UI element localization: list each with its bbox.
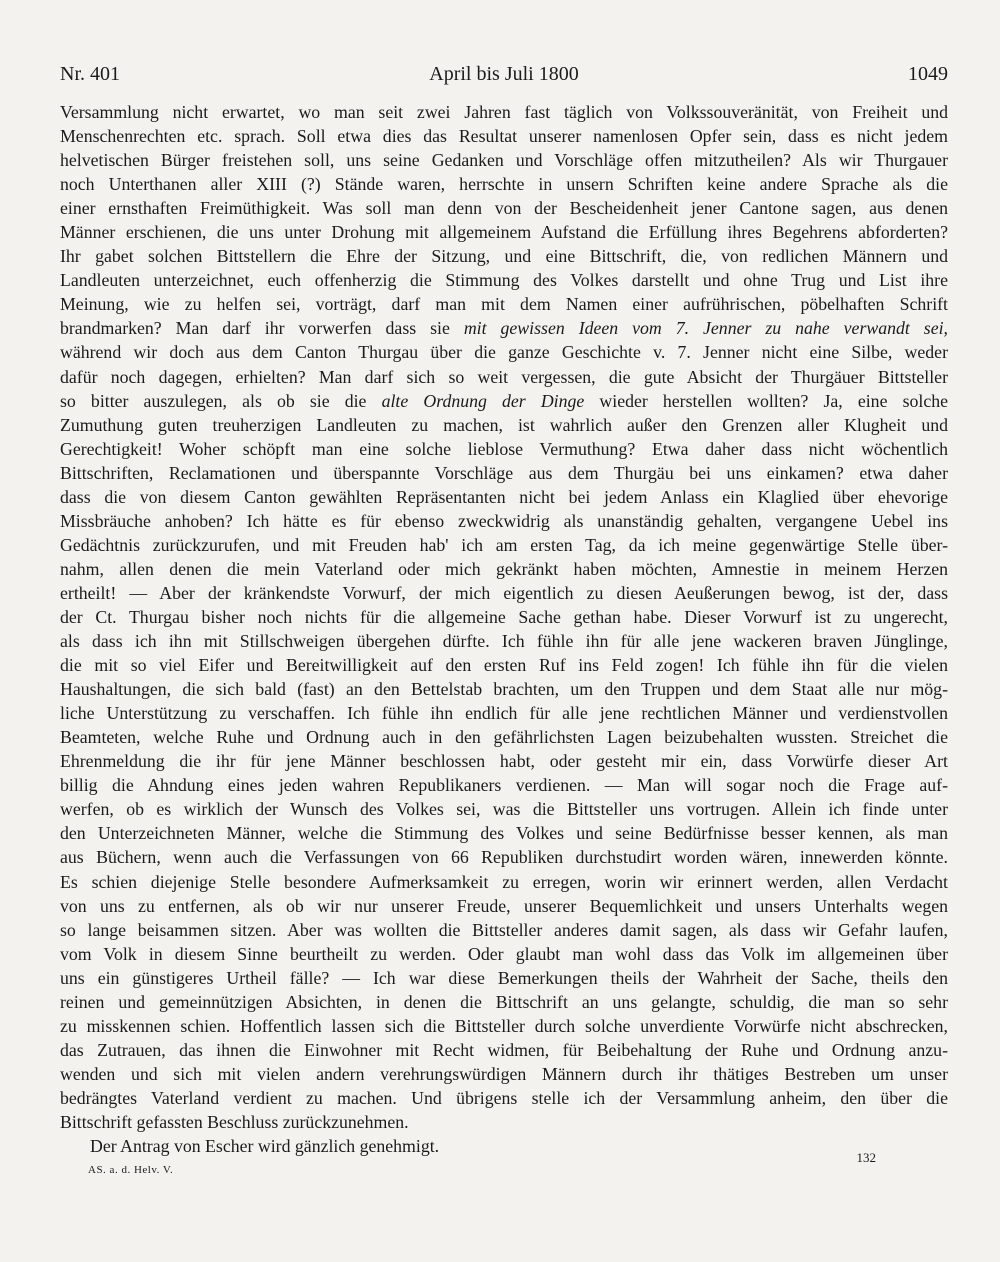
text-line: wenden und sich mit vielen andern verehrungswürdigen Männern durch ihr thätiges Bestreben um unser <box>60 1063 948 1084</box>
text-line: so lange beisammen sitzen. Aber was wollten die Bittsteller anderes damit sagen, als dass wir Gefahr laufen, <box>60 919 948 940</box>
text-line: uns ein günstigeres Urtheil fälle? — Ich war diese Bemerkungen theils der Wahrheit der Sache, theils den <box>60 967 948 988</box>
text-line: Männer erschienen, die uns unter Drohung mit allgemeinem Aufstand die Erfüllung ihres Begehrens abforderten? <box>60 222 948 243</box>
source-note: AS. a. d. Helv. V. <box>88 1164 174 1176</box>
text-line: dass die von diesem Canton gewählten Repräsentanten nicht bei jedem Anlass ein Klaglied über ehevorige <box>60 486 948 507</box>
text-line: vom Volk in diesem Sinne beurtheilt zu werden. Oder glaubt man wohl dass das Volk im allgemeinen über <box>60 943 948 964</box>
text-line <box>60 316 948 340</box>
text-span: so bitter auszulegen, als ob sie die <box>60 390 382 411</box>
text-line: die mit so viel Eifer und Bereitwilligkeit auf den ersten Ruf ins Feld zogen! Ich fühle ihn für die vielen <box>60 655 948 676</box>
closing-line: Der Antrag von Escher wird gänzlich genehmigt. <box>90 1136 440 1157</box>
page-header <box>60 60 948 88</box>
text-line: werfen, ob es wirklich der Wunsch des Volkes sei, was die Bittsteller uns vortrugen. Allein ich finde unter <box>60 799 948 820</box>
text-line: liche Unterstützung zu verschaffen. Ich fühle ihn endlich für alle jene rechtlichen Männer und verdienstvollen <box>60 703 948 724</box>
document-number: Nr. 401 <box>60 63 120 85</box>
text-line: Gerechtigkeit! Woher schöpft man eine solche lieblose Vermuthung? Etwa daher dass nicht wöchentlich <box>60 438 948 459</box>
italic-text: alte Ordnung der Dinge <box>381 390 585 411</box>
text-line: der Ct. Thurgau bisher noch nichts für die allgemeine Sache gethan habe. Dieser Vorwurf ist zu ungerecht, <box>60 606 948 627</box>
text-line: von uns zu entfernen, als ob wir nur unserer Freude, unserer Bequemlichkeit und unsers Unterhalts wegen <box>60 895 948 916</box>
page-number: 1049 <box>908 63 948 85</box>
text-line: Beamteten, welche Ruhe und Ordnung auch in den gefährlichsten Lagen beizubehalten wussten. Streichet die <box>60 727 948 748</box>
running-title: April bis Juli 1800 <box>429 63 579 85</box>
text-line: Haushaltungen, die sich bald (fast) an den Bettelstab brachten, um den Truppen und dem Staat alle nur mög- <box>60 679 948 700</box>
text-line: Gedächtnis zurückzurufen, und mit Freuden hab' ich am ersten Tag, da ich meine gegenwärtige Stelle über- <box>60 534 948 555</box>
text-line: den Unterzeichneten Männer, welche die Stimmung des Volkes und seine Bedürfnisse besser kennen, als man <box>60 823 948 844</box>
text-line: aus Büchern, wenn auch die Verfassungen von 66 Republiken durchstudirt worden wären, innewerden könnte. <box>60 847 948 868</box>
text-line: Meinung, wie zu helfen sei, vorträgt, darf man mit dem Namen einer aufrührischen, pöbelhaften Schrift <box>60 294 948 315</box>
text-line: Es schien diejenige Stelle besondere Aufmerksamkeit zu erregen, worin wir erinnert werden, allen Verdacht <box>60 871 948 892</box>
italic-text: mit gewissen Ideen vom 7. Jenner zu nahe verwandt sei, <box>463 318 948 339</box>
text-line: nahm, allen denen die mein Vaterland oder mich gekränkt haben möchten, Amnestie in meinem Herzen <box>60 558 948 579</box>
text-line: Versammlung nicht erwartet, wo man seit zwei Jahren fast täglich von Volkssouveränität, von Freiheit und <box>60 102 948 122</box>
text-line: helvetischen Bürger freistehen soll, uns seine Gedanken und Vorschläge offen mitzutheilen? Als wir Thurgauer <box>60 150 948 171</box>
sheet-number: 132 <box>856 1150 876 1165</box>
text-line: Menschenrechten etc. sprach. Soll etwa dies das Resultat unserer namenlosen Opfer sein, dass es nicht jedem <box>60 126 948 147</box>
text-line: zu misskennen schien. Hoffentlich lassen sich die Bittsteller durch solche unverdiente Vorwürfe nicht abschrecken, <box>60 1015 948 1036</box>
text-line: als dass ich ihn mit Stillschweigen übergehen dürfte. Ich fühle ihn für alle jene wackeren braven Jünglinge, <box>60 631 948 652</box>
text-line: einer ernsthaften Freimüthigkeit. Was soll man denn von der Bescheidenheit jener Cantone sagen, aus denen <box>60 198 948 219</box>
text-line: während wir doch aus dem Canton Thurgau über die ganze Geschichte v. 7. Jenner nicht eine Silbe, weder <box>60 342 948 363</box>
text-line: billig die Ahndung eines jeden wahren Republikaners verdienen. — Man will sogar noch die Frage auf- <box>60 775 948 796</box>
text-line: dafür noch dagegen, erhielten? Man darf sich so weit vergessen, die gute Absicht der Thurgäuer Bittsteller <box>60 366 948 387</box>
text-line: Zumuthung guten treuherzigen Landleuten zu machen, ist wahrlich außer den Grenzen aller Klugheit und <box>60 414 948 435</box>
text-line: Landleuten unterzeichnet, euch offenherzig die Stimmung des Volkes darstellt und ohne Trug und List ihre <box>60 270 948 291</box>
text-line: Missbräuche anhoben? Ich hätte es für ebenso zweckwidrig als unanständig gehalten, vergangene Uebel ins <box>60 510 948 531</box>
text-line: Bittschriften, Reclamationen und überspannte Vorschläge aus dem Thurgäu bei uns einkamen? etwa daher <box>60 462 948 483</box>
text-span: brandmarken? Man darf ihr vorwerfen dass sie <box>60 318 464 339</box>
page-footer <box>60 1150 948 1180</box>
text-line: Bittschrift gefassten Beschluss zurückzunehmen. <box>60 1111 409 1132</box>
text-span: wieder herstellen wollten? Ja, eine solche <box>584 390 948 411</box>
text-line: Ehrenmeldung die ihr für jene Männer beschlossen habt, oder gesteht mir ein, dass Vorwürfe dieser Art <box>60 751 948 772</box>
text-line: das Zutrauen, das ihnen die Einwohner mit Recht widmen, für Beibehaltung der Ruhe und Ordnung anzu- <box>60 1039 948 1060</box>
text-line: noch Unterthanen aller XIII (?) Stände waren, herrschte in unsern Schriften keine andere Sprache als die <box>60 174 948 195</box>
body-text <box>60 100 948 1158</box>
text-line: ertheilt! — Aber der kränkendste Vorwurf, der mich eigentlich zu diesen Aeußerungen bewog, ist der, dass <box>60 582 948 603</box>
text-line: bedrängtes Vaterland verdient zu machen. Und übrigens stelle ich der Versammlung anheim, den über die <box>60 1087 948 1108</box>
text-line <box>60 389 948 413</box>
text-line: Ihr gabet solchen Bittstellern die Ehre der Sitzung, und eine Bittschrift, die, von redlichen Männern und <box>60 246 948 267</box>
text-line: reinen und gemeinnützigen Absichten, in denen die Bittschrift an uns gelangte, schuldig, die man so sehr <box>60 991 948 1012</box>
